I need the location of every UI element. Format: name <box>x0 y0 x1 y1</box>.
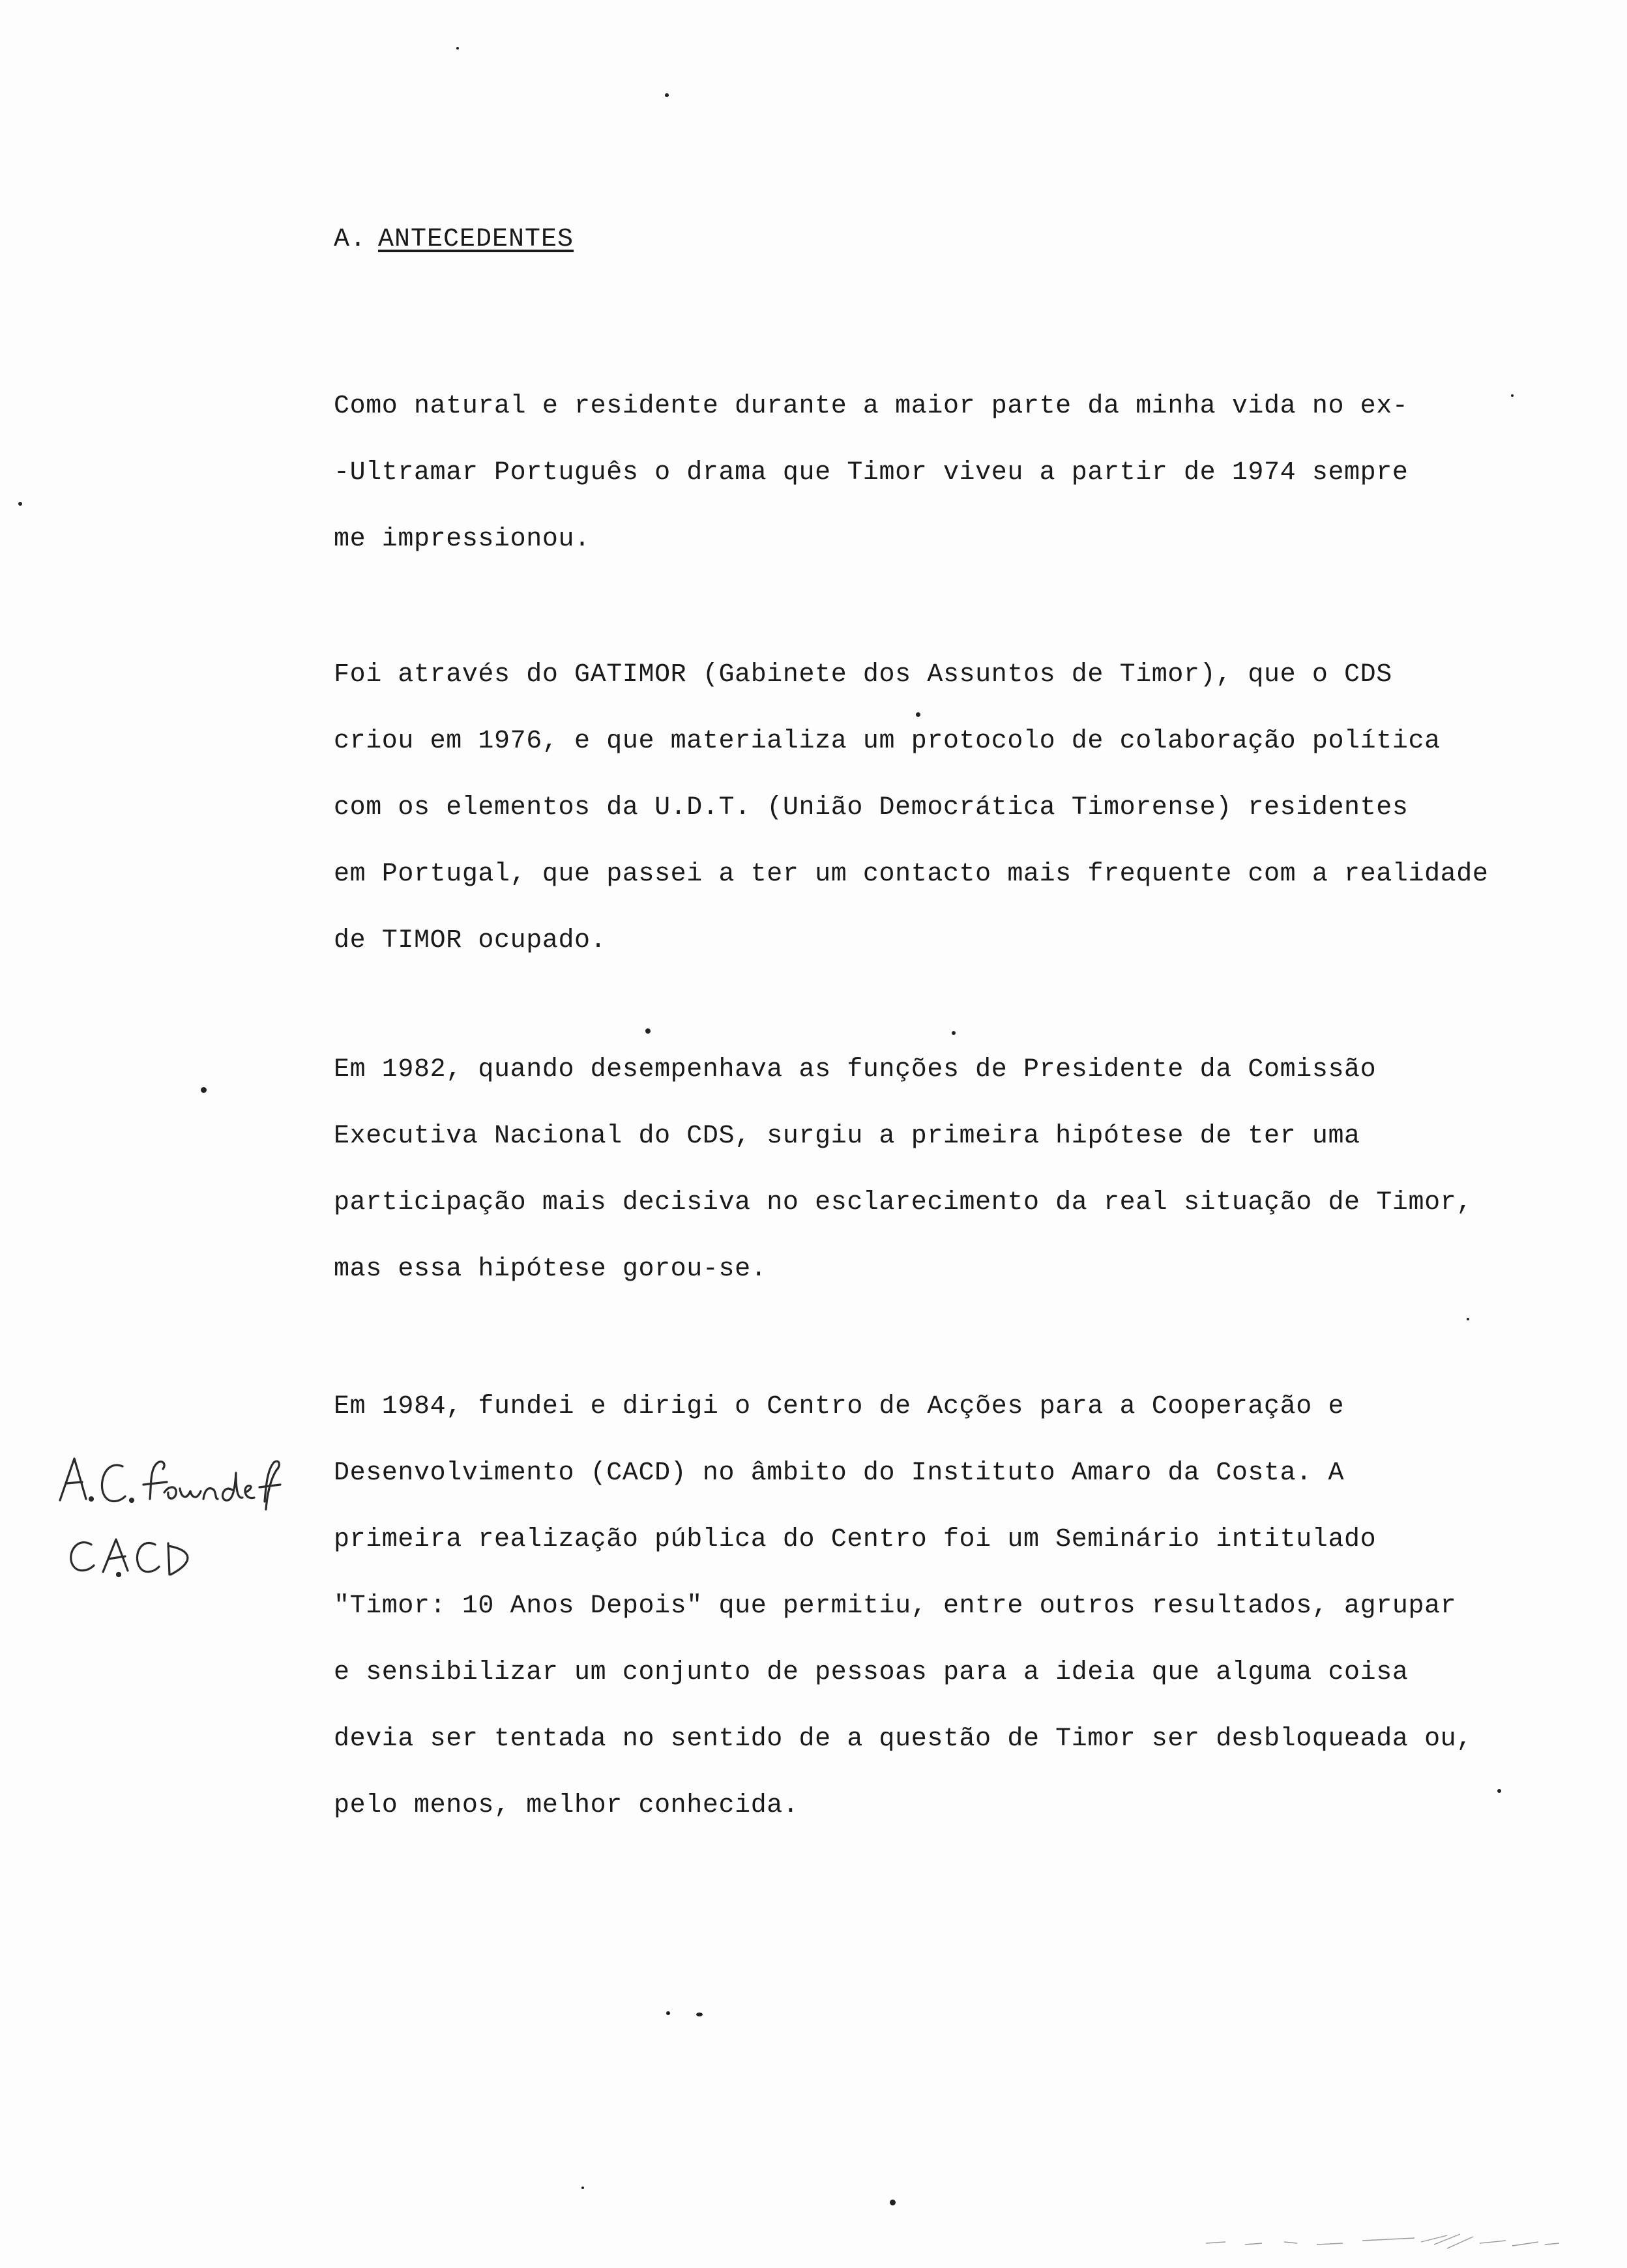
scan-speck <box>696 2013 703 2016</box>
scan-speck <box>890 2200 896 2205</box>
paragraph-2 <box>334 642 1533 974</box>
section-title: ANTECEDENTES <box>378 225 574 254</box>
scan-speck <box>916 712 920 717</box>
scan-speck <box>456 47 459 50</box>
scan-speck <box>18 502 22 506</box>
handwritten-margin-note <box>52 1447 326 1603</box>
scan-speck <box>952 1031 956 1035</box>
scan-speck <box>581 2187 584 2189</box>
scan-speck <box>1467 1318 1469 1320</box>
section-heading <box>334 225 574 254</box>
paragraph-line: -Ultramar Português o drama que Timor viveu a partir de 1974 sempre <box>334 458 1409 487</box>
scan-speck <box>1511 394 1514 397</box>
paragraph-line: Desenvolvimento (CACD) no âmbito do Instituto Amaro da Costa. A <box>334 1459 1345 1488</box>
scan-speck <box>665 93 669 97</box>
paragraph-line: "Timor: 10 Anos Depois" que permitiu, entre outros resultados, agrupar <box>334 1592 1457 1621</box>
paragraph-line: Executiva Nacional do CDS, surgiu a primeira hipótese de ter uma <box>334 1122 1360 1151</box>
paragraph-line: Em 1982, quando desempenhava as funções de Presidente da Comissão <box>334 1055 1377 1084</box>
paragraph-line: em Portugal, que passei a ter um contacto mais frequente com a realidade <box>334 860 1489 889</box>
paragraph-line: devia ser tentada no sentido de a questão de Timor ser desbloqueada ou, <box>334 1724 1473 1754</box>
paragraph-line: de TIMOR ocupado. <box>334 926 607 955</box>
paragraph-line: e sensibilizar um conjunto de pessoas para a ideia que alguma coisa <box>334 1658 1409 1687</box>
paragraph-line: me impressionou. <box>334 525 591 554</box>
scan-speck <box>1497 1789 1501 1793</box>
scan-noise <box>1199 2229 1564 2255</box>
paragraph-line: Como natural e residente durante a maior parte da minha vida no ex- <box>334 392 1409 421</box>
paragraph-1 <box>334 373 1533 573</box>
paragraph-line: criou em 1976, e que materializa um protocolo de colaboração política <box>334 727 1441 756</box>
paragraph-line: mas essa hipótese gorou-se. <box>334 1255 767 1284</box>
scan-speck <box>645 1028 651 1034</box>
paragraph-line: Em 1984, fundei e dirigi o Centro de Acções para a Cooperação e <box>334 1392 1345 1421</box>
scan-speck <box>201 1087 207 1093</box>
paragraph-4 <box>334 1374 1533 1839</box>
paragraph-line: participação mais decisiva no esclarecimento da real situação de Timor, <box>334 1188 1473 1217</box>
paragraph-line: Foi através do GATIMOR (Gabinete dos Assuntos de Timor), que o CDS <box>334 660 1392 690</box>
paragraph-3 <box>334 1037 1533 1303</box>
paragraph-line: pelo menos, melhor conhecida. <box>334 1791 799 1820</box>
paragraph-line: com os elementos da U.D.T. (União Democrática Timorense) residentes <box>334 793 1409 822</box>
scan-speck <box>666 2011 670 2015</box>
paragraph-line: primeira realização pública do Centro foi um Seminário intitulado <box>334 1525 1377 1554</box>
section-letter: A. <box>334 225 367 254</box>
